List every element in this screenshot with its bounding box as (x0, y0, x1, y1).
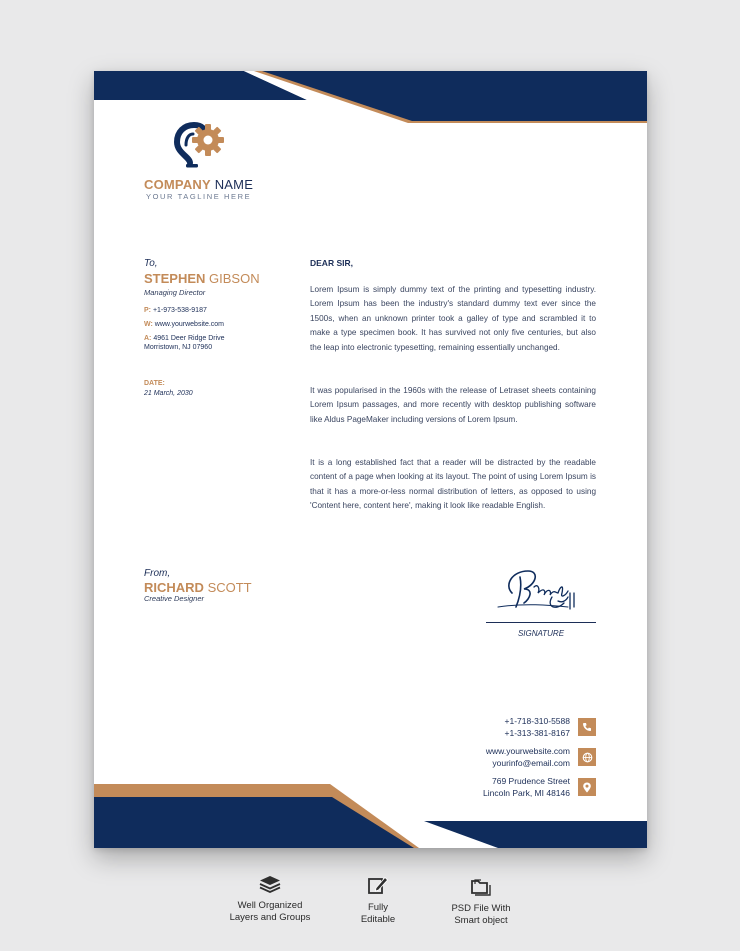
company-name-bold: COMPANY (144, 177, 211, 192)
sender-first-name: RICHARD (144, 580, 204, 595)
feature-layers-line2: Layers and Groups (229, 912, 311, 923)
company-name (144, 177, 253, 192)
recipient-name (144, 271, 260, 286)
company-tagline: YOUR TAGLINE HERE (146, 192, 252, 201)
feature-psd (436, 878, 526, 927)
globe-icon (578, 748, 596, 766)
signature-label: SIGNATURE (517, 629, 565, 638)
sender-title: Creative Designer (144, 594, 205, 603)
contact-phone-2: +1-313-381-8167 (504, 728, 570, 738)
recipient-website (144, 321, 224, 328)
feature-editable (340, 875, 416, 926)
body-paragraph-2: It was popularised in the 1960s with the release of Letraset sheets containing Lorem Ipsum passages, and more recently with desktop publishing software like Aldus PageMaker including versions of Lorem Ipsum. (310, 386, 596, 424)
lightbulb-gear-icon (172, 121, 228, 171)
signature-line (486, 622, 596, 623)
recipient-address (144, 335, 225, 342)
features-footer (0, 868, 740, 951)
feature-layers-line1: Well Organized (237, 900, 303, 911)
date-value: 21 March, 2030 (144, 390, 193, 397)
contact-website: www.yourwebsite.com (485, 746, 570, 756)
contact-email: yourinfo@email.com (492, 758, 570, 768)
feature-editable-line2: Editable (360, 914, 396, 925)
layers-icon (259, 875, 281, 893)
feature-editable-line1: Fully (367, 902, 389, 913)
body-paragraph-1: Lorem Ipsum is simply dummy text of the printing and typesetting industry. Lorem Ipsum has been the industry's standard dummy text ever since the 1500s, when an unknown printer took a galley of type and scrambled it to make a type specimen book. It has survived not only five centuries, but also the leap into electronic typesetting, remaining essentially unchanged. (310, 285, 596, 352)
recipient-last-name: GIBSON (205, 271, 260, 286)
address-key: A: (144, 335, 152, 342)
recipient-title: Managing Director (144, 288, 206, 297)
footer-decoration (94, 771, 647, 848)
contact-address-1: 769 Prudence Street (492, 776, 570, 786)
from-label: From, (144, 568, 171, 579)
phone-key: P: (144, 307, 151, 314)
recipient-address-line2: Morristown, NJ 07960 (144, 344, 213, 351)
folder-icon (470, 878, 492, 896)
web-value: www.yourwebsite.com (152, 321, 225, 328)
letterhead-sheet (94, 71, 647, 848)
company-name-light: NAME (210, 177, 254, 192)
contact-web (486, 745, 570, 769)
date-key: DATE: (144, 380, 165, 387)
feature-psd-line2: Smart object (454, 915, 508, 926)
recipient-phone (144, 307, 207, 314)
address-line1: 4961 Deer Ridge Drive (151, 335, 225, 342)
web-key: W: (144, 321, 153, 328)
contact-address-2: Lincoln Park, MI 48146 (483, 788, 570, 798)
edit-icon (367, 875, 389, 895)
contact-phone-1: +1-718-310-5588 (504, 716, 570, 726)
feature-psd-line1: PSD File With (451, 903, 511, 914)
phone-icon (578, 718, 596, 736)
recipient-first-name: STEPHEN (144, 271, 206, 286)
contact-phones (505, 715, 570, 739)
salutation: DEAR SIR, (310, 258, 353, 268)
feature-layers (222, 875, 318, 924)
to-label: To, (144, 258, 158, 269)
signature-scribble (494, 563, 594, 623)
sender-last-name: SCOTT (203, 580, 252, 595)
sender-name (144, 580, 252, 595)
phone-value: +1-973-538-9187 (151, 307, 207, 314)
body-paragraph-3: It is a long established fact that a reader will be distracted by the readable content of a page when looking at its layout. The point of using Lorem Ipsum is that it has a more-or-less normal distribution of letters, as opposed to using 'Content here, content here', making it look like readable English. (310, 458, 596, 511)
